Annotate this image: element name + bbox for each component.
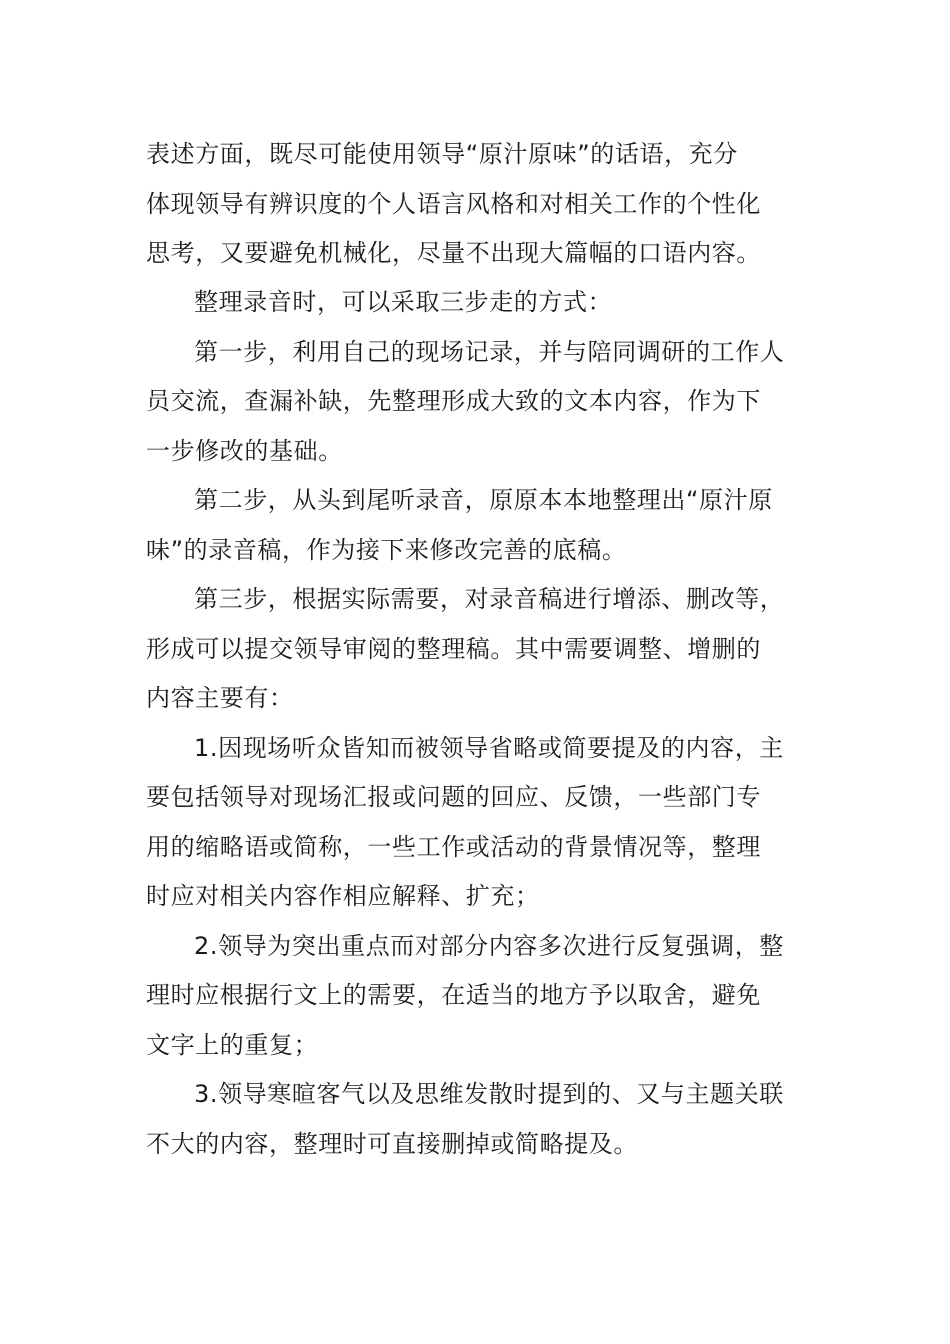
text-line: 理时应根据行文上的需要，在适当的地方予以取舍，避免 xyxy=(146,981,761,1009)
text-line: 整理录音时，可以采取三步走的方式： xyxy=(194,288,613,316)
text-line: 形成可以提交领导审阅的整理稿。其中需要调整、增删的 xyxy=(146,635,761,663)
text-line: 1.因现场听众皆知而被领导省略或简要提及的内容，主 xyxy=(194,734,784,762)
text-line: 第三步，根据实际需要，对录音稿进行增添、删改等， xyxy=(194,585,785,613)
text-line: 体现领导有辨识度的个人语言风格和对相关工作的个性化 xyxy=(146,190,761,218)
text-line: 表述方面，既尽可能使用领导“原汁原味”的话语，充分 xyxy=(146,140,738,168)
text-line: 不大的内容，整理时可直接删掉或简略提及。 xyxy=(146,1130,638,1158)
text-line: 第二步，从头到尾听录音，原原本本地整理出“原汁原 xyxy=(194,486,773,514)
text-line: 3.领导寒暄客气以及思维发散时提到的、又与主题关联 xyxy=(194,1080,784,1108)
text-line: 时应对相关内容作相应解释、扩充； xyxy=(146,882,540,910)
text-line: 第一步，利用自己的现场记录，并与陪同调研的工作人 xyxy=(194,338,785,366)
text-line: 内容主要有： xyxy=(146,684,294,712)
text-line: 要包括领导对现场汇报或问题的回应、反馈，一些部门专 xyxy=(146,783,761,811)
text-line: 员交流，查漏补缺，先整理形成大致的文本内容，作为下 xyxy=(146,387,761,415)
text-line: 2.领导为突出重点而对部分内容多次进行反复强调，整 xyxy=(194,932,784,960)
text-line: 思考，又要避免机械化，尽量不出现大篇幅的口语内容。 xyxy=(146,239,761,267)
text-line: 味”的录音稿，作为接下来修改完善的底稿。 xyxy=(146,536,627,564)
text-line: 文字上的重复； xyxy=(146,1031,319,1059)
text-line: 用的缩略语或简称，一些工作或活动的背景情况等，整理 xyxy=(146,833,761,861)
text-line: 一步修改的基础。 xyxy=(146,437,343,465)
